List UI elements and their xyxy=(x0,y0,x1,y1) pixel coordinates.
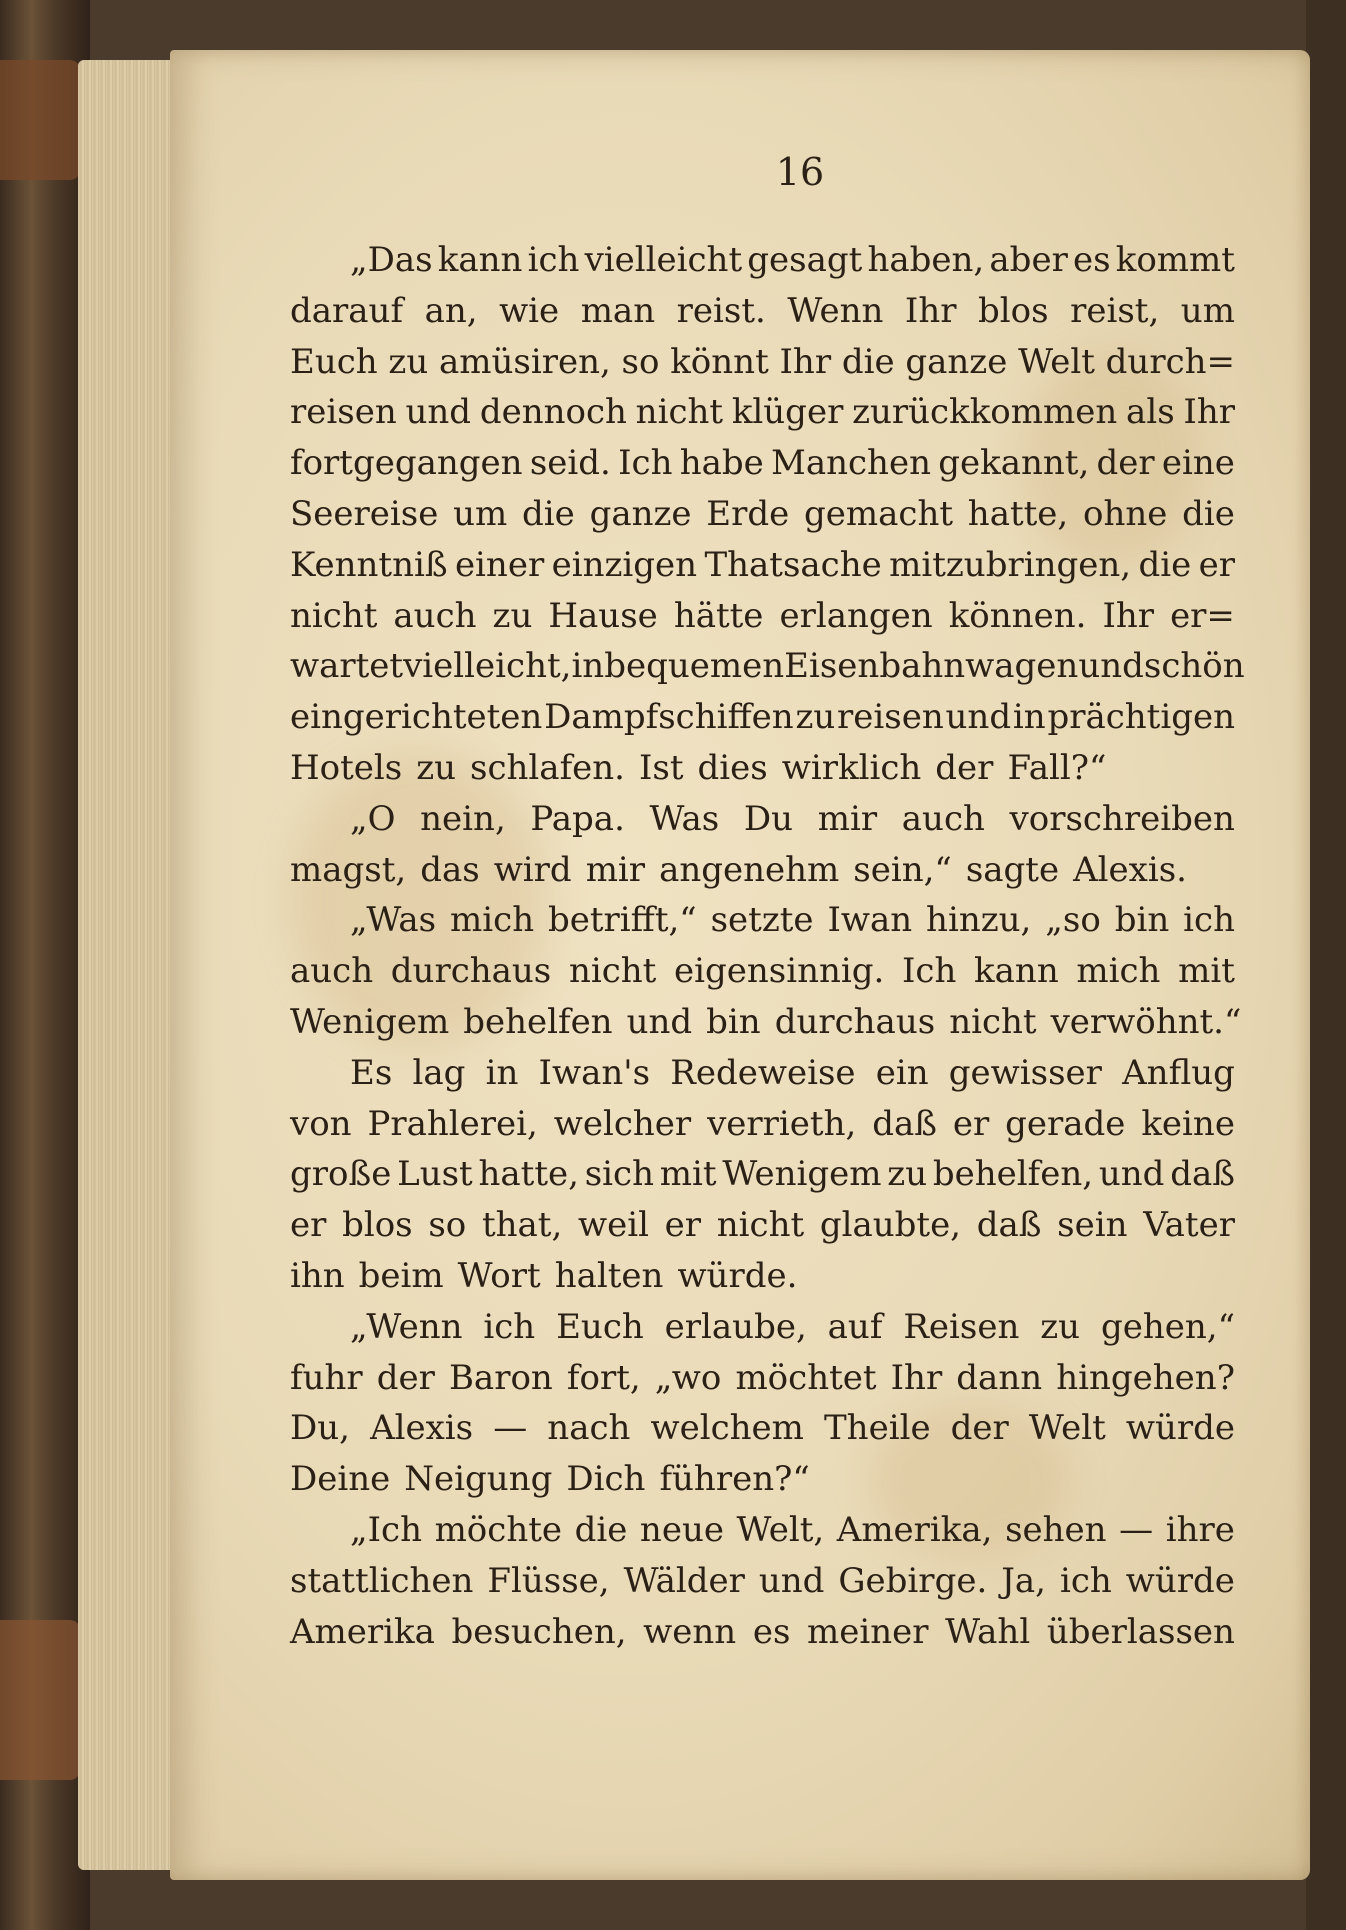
word: Prahlerei, xyxy=(367,1103,538,1144)
word: der xyxy=(376,1357,435,1398)
word: „Ich xyxy=(350,1509,422,1550)
word: die xyxy=(1138,544,1192,585)
word: Neigung xyxy=(404,1459,553,1500)
word: prächtigen xyxy=(1047,697,1235,738)
word: überlassen xyxy=(1046,1611,1235,1652)
word: durchaus xyxy=(774,1001,936,1042)
word: angenehm xyxy=(659,849,840,890)
word: gesagt xyxy=(747,240,863,280)
word: nicht xyxy=(290,595,378,636)
word: nach xyxy=(547,1408,631,1449)
word: und xyxy=(945,697,1012,738)
word: wenn xyxy=(643,1611,737,1652)
body-text xyxy=(290,235,1245,1657)
word: fortgegangen xyxy=(290,443,523,484)
word: erlangen xyxy=(779,595,933,636)
word: schön xyxy=(1143,646,1245,687)
word: fort, xyxy=(566,1357,641,1398)
word: lag xyxy=(412,1052,466,1093)
text-line xyxy=(290,1149,1235,1200)
word: Du xyxy=(743,798,794,839)
word: hingehen? xyxy=(1056,1357,1235,1398)
word: Theile xyxy=(824,1408,931,1449)
word: daß xyxy=(976,1205,1042,1246)
word: auch xyxy=(393,595,477,636)
word: in xyxy=(571,646,605,687)
word: Ihr xyxy=(904,290,957,331)
word: stattlichen xyxy=(290,1560,474,1601)
word: gerade xyxy=(1005,1103,1126,1144)
text-line xyxy=(290,1099,1235,1150)
word: Wenigem xyxy=(722,1154,882,1195)
text-line xyxy=(290,438,1235,489)
word: Ich xyxy=(902,951,957,992)
word: nein, xyxy=(420,798,506,839)
text-line xyxy=(290,1251,1235,1302)
word: blos xyxy=(342,1205,413,1246)
word: Wenn xyxy=(787,290,884,331)
word: auch xyxy=(290,951,374,992)
word: und xyxy=(1078,646,1144,687)
word: zu xyxy=(1040,1306,1081,1347)
word: — xyxy=(493,1408,528,1449)
word: könnt xyxy=(670,341,769,382)
text-line xyxy=(290,1200,1235,1251)
word: hinzu, xyxy=(926,900,1032,941)
word: Deine xyxy=(290,1459,391,1500)
word: Iwan xyxy=(827,900,913,941)
word: aber xyxy=(989,240,1068,280)
word: wartet xyxy=(290,646,404,687)
word: Baron xyxy=(448,1357,553,1398)
word: glaubte, xyxy=(819,1205,961,1246)
word: Wahl xyxy=(945,1611,1031,1652)
word: Ihr xyxy=(1183,392,1235,433)
word: ich xyxy=(483,1306,536,1347)
word: Reisen xyxy=(903,1306,1020,1347)
word: Redeweise xyxy=(670,1052,856,1093)
text-line xyxy=(290,1556,1235,1607)
word: es xyxy=(1072,240,1111,280)
word: zu xyxy=(388,341,429,382)
word: halten xyxy=(554,1255,664,1296)
text-line xyxy=(290,743,1235,794)
word: so xyxy=(428,1205,467,1246)
word: in xyxy=(1012,697,1046,738)
word: würde xyxy=(1125,1560,1235,1601)
word: der xyxy=(1096,443,1155,484)
word: Vater xyxy=(1143,1205,1235,1246)
word: wird xyxy=(493,849,572,890)
word: Gebirge. xyxy=(838,1560,988,1601)
word: vielleicht xyxy=(584,240,743,280)
word: es xyxy=(752,1611,791,1652)
word: bin xyxy=(706,1001,761,1042)
word: mich xyxy=(450,900,535,941)
word: Du, xyxy=(290,1408,350,1449)
word: er= xyxy=(1170,595,1235,636)
word: zu xyxy=(492,595,533,636)
word: Alexis. xyxy=(1073,849,1187,890)
word: er xyxy=(952,1103,990,1144)
word: der xyxy=(935,747,994,788)
text-line xyxy=(350,794,1235,845)
word: Es xyxy=(350,1052,393,1093)
word: und xyxy=(758,1560,825,1601)
word: zu xyxy=(887,1154,928,1195)
word: weil xyxy=(577,1205,649,1246)
text-line xyxy=(290,1353,1235,1404)
word: blos xyxy=(978,290,1049,331)
word: sehen xyxy=(1005,1509,1107,1550)
text-line xyxy=(350,1505,1235,1556)
word: mich xyxy=(1076,951,1161,992)
word: und xyxy=(626,1001,693,1042)
word: amüsiren, xyxy=(438,341,611,382)
text-line xyxy=(290,997,1242,1048)
text-line xyxy=(290,591,1235,642)
word: Wenigem xyxy=(290,1001,450,1042)
word: zu xyxy=(416,747,457,788)
word: die xyxy=(522,493,575,534)
word: bequemen xyxy=(604,646,785,687)
word: nicht xyxy=(635,392,724,433)
word: große xyxy=(290,1154,392,1195)
word: dann xyxy=(956,1357,1043,1398)
word: betrifft,“ xyxy=(548,900,697,941)
word: Dampfschiffen xyxy=(544,697,794,738)
word: eigensinnig. xyxy=(673,951,885,992)
word: durch= xyxy=(1105,341,1235,382)
word: mitzubringen, xyxy=(889,544,1132,585)
text-line xyxy=(290,1607,1235,1658)
word: — xyxy=(1119,1509,1154,1550)
word: dennoch xyxy=(479,392,627,433)
word: verrieth, xyxy=(707,1103,857,1144)
word: „Was xyxy=(350,900,437,941)
word: um xyxy=(1180,290,1235,331)
word: mir xyxy=(817,798,878,839)
word: Hotels xyxy=(290,747,403,788)
word: Kenntniß xyxy=(290,544,448,585)
word: gewisser xyxy=(948,1052,1102,1093)
word: Ist xyxy=(639,747,684,788)
text-line xyxy=(350,1302,1235,1353)
word: hatte, xyxy=(478,1154,579,1195)
word: mit xyxy=(1178,951,1235,992)
word: würde xyxy=(1125,1408,1235,1449)
word: Alexis xyxy=(370,1408,474,1449)
word: vielleicht, xyxy=(403,646,572,687)
word: seid. xyxy=(529,443,611,484)
word: daß xyxy=(872,1103,937,1144)
word: so xyxy=(621,341,660,382)
text-line xyxy=(350,235,1235,286)
word: daß xyxy=(1170,1154,1235,1195)
word: sagte xyxy=(965,849,1060,890)
word: die xyxy=(1182,493,1235,534)
word: einer xyxy=(454,544,545,585)
word: neue xyxy=(639,1509,724,1550)
word: führen?“ xyxy=(659,1459,810,1500)
word: „O xyxy=(350,798,396,839)
word: in xyxy=(485,1052,519,1093)
text-line xyxy=(290,286,1235,337)
text-line xyxy=(350,895,1235,946)
word: an, xyxy=(424,290,478,331)
word: beim xyxy=(358,1255,444,1296)
text-line xyxy=(350,1048,1235,1099)
text-line xyxy=(290,387,1235,438)
word: welcher xyxy=(553,1103,692,1144)
word: die xyxy=(574,1509,628,1550)
word: sich xyxy=(584,1154,654,1195)
word: Amerika, xyxy=(836,1509,993,1550)
word: Euch xyxy=(290,341,378,382)
word: auch xyxy=(901,798,985,839)
word: er xyxy=(664,1205,702,1246)
word: ganze xyxy=(589,493,692,534)
word: Euch xyxy=(556,1306,644,1347)
word: sein xyxy=(1057,1205,1128,1246)
word: auf xyxy=(827,1306,883,1347)
word: „Wenn xyxy=(350,1306,463,1347)
text-line xyxy=(290,337,1235,388)
word: nicht xyxy=(949,1001,1037,1042)
word: darauf xyxy=(290,290,404,331)
word: ihre xyxy=(1165,1509,1235,1550)
word: keine xyxy=(1141,1103,1235,1144)
word: das xyxy=(420,849,480,890)
word: ganze xyxy=(905,341,1008,382)
word: ich xyxy=(1183,900,1235,941)
word: Welt xyxy=(1028,1408,1106,1449)
word: behelfen xyxy=(463,1001,613,1042)
word: Flüsse, xyxy=(487,1560,610,1601)
word: Thatsache xyxy=(704,544,882,585)
word: als xyxy=(1126,392,1175,433)
word: Seereise xyxy=(290,493,439,534)
word: können. xyxy=(948,595,1087,636)
word: ein xyxy=(875,1052,929,1093)
word: einzigen xyxy=(551,544,698,585)
word: mit xyxy=(659,1154,717,1195)
text-line xyxy=(290,946,1235,997)
word: welchem xyxy=(650,1408,804,1449)
word: Dich xyxy=(566,1459,646,1500)
word: durchaus xyxy=(390,951,552,992)
word: Papa. xyxy=(530,798,625,839)
word: Ich xyxy=(618,443,673,484)
word: Hause xyxy=(548,595,658,636)
word: verwöhnt.“ xyxy=(1050,1001,1242,1042)
word: reisen xyxy=(837,697,944,738)
word: bin xyxy=(1114,900,1170,941)
word: zu xyxy=(795,697,836,738)
word: reist, xyxy=(1070,290,1160,331)
text-line xyxy=(290,641,1245,692)
word: Ihr xyxy=(890,1357,943,1398)
word: schlafen. xyxy=(470,747,625,788)
word: erlaube, xyxy=(664,1306,807,1347)
word: eingerichteten xyxy=(290,697,543,738)
word: Amerika xyxy=(290,1611,435,1652)
word: Welt xyxy=(1018,341,1095,382)
word: „wo xyxy=(654,1357,722,1398)
word: er xyxy=(290,1205,327,1246)
word: reist. xyxy=(676,290,766,331)
word: Erde xyxy=(706,493,790,534)
word: wirklich xyxy=(781,747,922,788)
word: that, xyxy=(481,1205,563,1246)
word: würde. xyxy=(677,1255,798,1296)
word: fuhr xyxy=(290,1357,363,1398)
word: Eisenbahnwagen xyxy=(784,646,1079,687)
word: nicht xyxy=(568,951,657,992)
word: haben, xyxy=(867,240,985,280)
text-line xyxy=(290,540,1235,591)
word: wie xyxy=(499,290,560,331)
word: hatte, xyxy=(967,493,1069,534)
word: ich xyxy=(1059,1560,1112,1601)
word: kann xyxy=(974,951,1059,992)
text-line xyxy=(290,489,1235,540)
word: man xyxy=(580,290,656,331)
text-line xyxy=(290,1454,1235,1505)
page-number: 16 xyxy=(775,150,825,194)
word: Manchen xyxy=(771,443,931,484)
word: habe xyxy=(679,443,764,484)
word: Welt, xyxy=(736,1509,825,1550)
word: die xyxy=(841,341,895,382)
word: dies xyxy=(697,747,768,788)
text-line xyxy=(290,692,1235,743)
word: Ihr xyxy=(779,341,832,382)
word: Fall?“ xyxy=(1007,747,1107,788)
word: „Das xyxy=(350,240,433,280)
word: Wort xyxy=(457,1255,541,1296)
word: setzte xyxy=(710,900,814,941)
word: zurückkommen xyxy=(852,392,1118,433)
word: ihn xyxy=(290,1255,345,1296)
word: möchte xyxy=(434,1509,562,1550)
binding-corner-top xyxy=(0,60,80,180)
word: Was xyxy=(649,798,720,839)
word: Wälder xyxy=(623,1560,745,1601)
word: und xyxy=(405,392,472,433)
word: Ihr xyxy=(1102,595,1155,636)
word: eine xyxy=(1161,443,1235,484)
word: ich xyxy=(527,240,580,280)
word: der xyxy=(950,1408,1009,1449)
text-line xyxy=(290,845,1235,896)
word: meiner xyxy=(807,1611,929,1652)
word: „so xyxy=(1045,900,1101,941)
word: nicht xyxy=(716,1205,805,1246)
word: Ja, xyxy=(1001,1560,1046,1601)
word: Lust xyxy=(397,1154,473,1195)
word: möchtet xyxy=(735,1357,877,1398)
text-line xyxy=(290,1403,1235,1454)
word: gemacht xyxy=(804,493,954,534)
word: Anflug xyxy=(1122,1052,1235,1093)
word: gehen,“ xyxy=(1100,1306,1235,1347)
word: gekannt, xyxy=(938,443,1090,484)
word: und xyxy=(1098,1154,1165,1195)
word: sein,“ xyxy=(853,849,952,890)
word: behelfen, xyxy=(932,1154,1094,1195)
word: magst, xyxy=(290,849,407,890)
right-shadow xyxy=(1306,0,1346,1930)
binding-corner-bottom xyxy=(0,1620,80,1780)
word: reisen xyxy=(290,392,397,433)
word: hätte xyxy=(673,595,764,636)
word: Iwan's xyxy=(538,1052,651,1093)
word: von xyxy=(290,1103,352,1144)
word: er xyxy=(1198,544,1235,585)
word: mir xyxy=(585,849,646,890)
word: vorschreiben xyxy=(1009,798,1235,839)
word: ohne xyxy=(1083,493,1168,534)
word: um xyxy=(453,493,508,534)
word: besuchen, xyxy=(451,1611,627,1652)
word: kann xyxy=(437,240,523,280)
word: klüger xyxy=(731,392,844,433)
word: kommt xyxy=(1115,240,1235,280)
